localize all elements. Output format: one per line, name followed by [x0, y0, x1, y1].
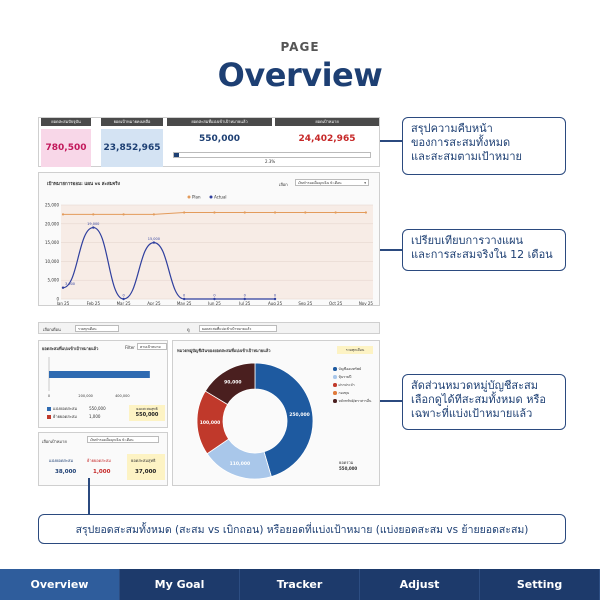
- y-tick-label: 0: [56, 296, 59, 302]
- category-donut-panel: [172, 340, 380, 486]
- summary-value-net: 37,000: [135, 469, 157, 475]
- x-tick-label: Jun 25: [208, 301, 221, 305]
- callout-summary: สรุปยอดสะสมทั้งหมด (สะสม vs เบิกถอน) หรือยอดที่แบ่งเป้าหมาย (แบ่งยอดสะสม vs ย้ายยอดสะสม): [38, 514, 566, 544]
- net-total-box: [129, 405, 165, 421]
- callout-line: เปรียบเทียบการวางแผน: [411, 234, 524, 247]
- bar-filter-value: ตามเป้าหมาย: [140, 345, 161, 349]
- actual-data-label: 15,000: [147, 237, 160, 242]
- plan-point: [122, 213, 124, 215]
- y-tick-label: 20,000: [45, 221, 59, 227]
- month-filter-value: รวมทุกเดือน: [78, 327, 97, 331]
- page-label: PAGE: [280, 40, 320, 54]
- actual-point: [92, 226, 94, 228]
- legend-label: Actual: [214, 194, 227, 200]
- actual-data-label: 0: [183, 293, 186, 298]
- summary-filter-value: เงินทำรองเผื่อฉุกเฉิน 6 เดือน: [90, 438, 134, 442]
- legend-marker: [188, 196, 191, 199]
- bar-filter-label: Filter: [125, 345, 135, 350]
- summary-label-move: ย้ายยอดสะสม: [87, 458, 111, 463]
- plan-point: [213, 211, 215, 213]
- bar-row-name: แบ่งยอดสะสม: [53, 406, 78, 411]
- callout-progress: [402, 117, 566, 175]
- plan-vs-actual-panel: [38, 172, 380, 306]
- allocated-bar-chart: [39, 353, 167, 403]
- summary-label-net: ยอดสะสมสุทธิ: [131, 458, 156, 463]
- kpi-remaining-value: 23,852,965: [101, 129, 163, 167]
- bar-x-tick-label: 400,000: [115, 394, 130, 398]
- y-tick-label: 5,000: [47, 277, 59, 283]
- bar-row-allocate: [47, 405, 106, 412]
- net-total-label: ยอดสะสมสุทธิ: [136, 407, 158, 411]
- allocated-bar-panel: [38, 340, 168, 428]
- actual-point: [213, 298, 215, 300]
- summary-value-move: 1,000: [93, 469, 111, 475]
- summary-label-allocate: แบ่งยอดสะสม: [49, 458, 74, 463]
- chevron-down-icon: ▾: [364, 181, 366, 185]
- actual-point: [153, 241, 155, 243]
- legend-swatch: [333, 375, 337, 379]
- category-donut-chart: [177, 357, 327, 485]
- summary-filter-label: เลือกเป้าหมาย: [42, 439, 67, 444]
- actual-point: [62, 287, 64, 289]
- goal-filter-select[interactable]: [295, 179, 369, 186]
- x-tick-label: Mar 25: [116, 301, 131, 305]
- donut-legend-item: [333, 397, 379, 405]
- x-tick-label: Feb 25: [86, 301, 101, 305]
- kpi-label-allocated: ยอดสะสมที่แบ่งเข้าเป้าหมายแล้ว: [167, 118, 272, 126]
- view-filter-select[interactable]: [199, 325, 277, 332]
- donut-legend-label: ฝากประจำ: [338, 383, 355, 387]
- x-tick-label: Sep 25: [298, 301, 313, 305]
- donut-slice-label: 250,000: [289, 413, 310, 419]
- bar-x-tick-label: 200,000: [78, 394, 93, 398]
- callout-line: เฉพาะที่แบ่งเป้าหมายแล้ว: [411, 407, 533, 420]
- actual-data-label: 3,000: [65, 282, 76, 287]
- plan-point: [274, 211, 276, 213]
- kpi-summary-panel: [38, 117, 380, 167]
- donut-legend-item: [333, 365, 379, 373]
- plan-point: [92, 213, 94, 215]
- actual-point: [183, 298, 185, 300]
- bar-panel-title: ยอดสะสมที่แบ่งเข้าเป้าหมายแล้ว: [42, 346, 99, 351]
- bar-row-move: [47, 413, 100, 420]
- legend-marker: [210, 196, 213, 199]
- donut-legend-item: [333, 389, 379, 397]
- page-title: Overview: [217, 56, 383, 94]
- bottom-nav: [0, 569, 600, 600]
- nav-my-goal[interactable]: My Goal: [120, 569, 240, 600]
- bar-row-value: 1,000: [88, 414, 101, 419]
- actual-data-label: 0: [122, 293, 125, 298]
- legend-swatch: [333, 391, 337, 395]
- goal-progress-fill: [174, 153, 179, 157]
- actual-point: [122, 298, 124, 300]
- x-tick-label: Apr 25: [147, 301, 161, 305]
- callout-connector: [380, 249, 402, 251]
- donut-legend-item: [333, 381, 379, 389]
- x-tick-label: Nov 25: [358, 301, 373, 305]
- plan-point: [335, 211, 337, 213]
- kpi-label-goal: ยอดเป้าหมาย: [275, 118, 379, 126]
- actual-data-label: 0: [213, 293, 216, 298]
- month-filter-label: เลือกเดือน: [43, 327, 61, 332]
- kpi-label-remaining: ยอดเป้าหมายคงเหลือ: [101, 118, 163, 126]
- donut-legend-label: หุ้นรายปี: [338, 375, 352, 379]
- x-tick-label: Jul 25: [239, 301, 251, 305]
- donut-title: หมวดหมู่บัญชีเงินของยอดสะสมที่แบ่งเข้าเป้าหมายแล้ว: [177, 348, 271, 353]
- plan-point: [365, 211, 367, 213]
- callout-line: สัดส่วนหมวดหมู่บัญชีสะสม: [411, 379, 538, 392]
- legend-swatch: [47, 407, 51, 411]
- goal-progress-percent: 2.3%: [265, 159, 276, 164]
- y-tick-label: 15,000: [45, 240, 59, 246]
- plan-point: [62, 213, 64, 215]
- actual-point: [244, 298, 246, 300]
- bar-filter-select[interactable]: [137, 343, 167, 350]
- nav-overview[interactable]: Overview: [0, 569, 120, 600]
- net-total-value: 550,000: [135, 412, 159, 418]
- goal-summary-panel: [38, 432, 168, 486]
- donut-slice-label: 100,000: [199, 420, 221, 426]
- x-tick-label: Jan 25: [56, 301, 70, 305]
- legend-label: Plan: [192, 194, 201, 200]
- callout-category: [402, 374, 566, 430]
- x-tick-label: Aug 25: [267, 301, 283, 305]
- plan-point: [244, 211, 246, 213]
- summary-filter-select[interactable]: [87, 436, 159, 443]
- donut-slice-label: 90,000: [224, 380, 242, 386]
- donut-filter-badge[interactable]: รวมทุกเดือน: [337, 346, 373, 354]
- legend-swatch: [333, 399, 337, 403]
- callout-line: สรุปความคืบหน้า: [411, 122, 493, 135]
- donut-legend: [333, 365, 379, 405]
- legend-swatch: [47, 415, 51, 419]
- view-filter-label: ดู: [187, 327, 190, 332]
- donut-legend-label: กองทุน: [338, 391, 350, 395]
- line-chart-title: เป้าหมายการออม: แผน vs สะสมจริง: [47, 182, 120, 187]
- kpi-allocated-value: 550,000: [199, 134, 240, 144]
- donut-legend-item: [333, 373, 379, 381]
- donut-total-value: 550,000: [339, 466, 358, 471]
- y-tick-label: 10,000: [45, 258, 59, 264]
- goal-filter-value: เงินทำรองเผื่อฉุกเฉิน 6 เดือน: [298, 181, 342, 185]
- nav-setting[interactable]: Setting: [480, 569, 600, 600]
- callout-line: เลือกดูได้ทีสะสมทั้งหมด หรือ: [411, 393, 546, 406]
- y-tick-label: 25,000: [45, 202, 59, 208]
- callout-line: ของการสะสมทั้งหมด: [411, 136, 511, 149]
- goal-filter-label: เลือก: [279, 182, 288, 187]
- goal-progress-bar: [173, 152, 371, 158]
- callout-connector: [380, 140, 402, 142]
- legend-swatch: [333, 367, 337, 371]
- actual-data-label: 0: [273, 293, 277, 298]
- actual-data-label: 19,000: [87, 222, 100, 227]
- actual-point: [274, 298, 276, 300]
- kpi-goal-value: 24,402,965: [298, 134, 356, 144]
- plan-point: [304, 211, 306, 213]
- filter-row: [38, 322, 380, 334]
- plan-point: [153, 213, 155, 215]
- legend-swatch: [333, 383, 337, 387]
- callout-line: และการสะสมจริงใน 12 เดือน: [411, 248, 553, 261]
- kpi-current-value: 780,500: [41, 129, 91, 167]
- month-filter-select[interactable]: [75, 325, 119, 332]
- nav-tracker[interactable]: Tracker: [240, 569, 360, 600]
- callout-plan-vs-actual: [402, 229, 566, 271]
- callout-connector: [380, 400, 402, 402]
- x-tick-label: Oct 25: [328, 301, 343, 305]
- actual-data-label: 0: [243, 293, 246, 298]
- kpi-label-current: ยอดสะสมปัจจุบัน: [41, 118, 91, 126]
- donut-legend-label: บัญชีออมทรัพย์: [338, 367, 362, 371]
- donut-total-label: ยอดรวม: [339, 460, 354, 465]
- x-tick-label: May 25: [176, 301, 192, 305]
- plot-area: [61, 205, 373, 299]
- bar-row-name: ย้ายยอดสะสม: [53, 414, 77, 419]
- donut-slice-label: 110,000: [229, 461, 251, 467]
- summary-value-allocate: 38,000: [55, 469, 77, 475]
- plan-point: [183, 211, 185, 213]
- view-filter-value: ยอดสะสมที่แบ่งเข้าเป้าหมายแล้ว: [202, 327, 252, 331]
- bar-x-tick-label: 0: [47, 394, 51, 398]
- allocated-bar: [49, 371, 150, 378]
- callout-connector: [88, 478, 90, 514]
- plan-vs-actual-chart: [39, 187, 379, 305]
- callout-line: และสะสมตามเป้าหมาย: [411, 150, 522, 163]
- nav-adjust[interactable]: Adjust: [360, 569, 480, 600]
- bar-row-value: 550,000: [89, 406, 106, 411]
- donut-legend-label: หลักทรัพย์/ตราสารอื่น: [338, 399, 372, 403]
